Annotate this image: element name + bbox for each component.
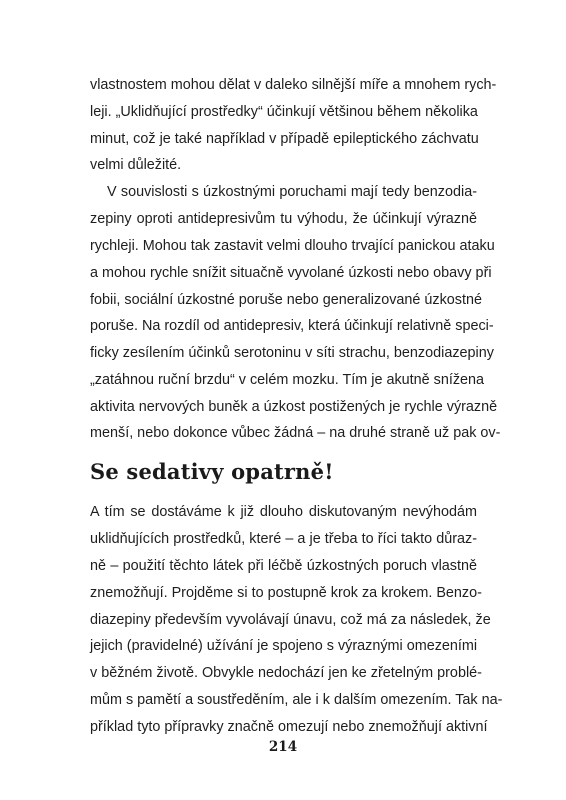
text-line: aktivita nervových buněk a úzkost postižených je rychle výrazně <box>90 399 498 415</box>
page-number: 214 <box>268 739 298 755</box>
text-line: A tím se dostáváme k již dlouho diskutovaným nevýhodám <box>90 504 477 520</box>
text-line: velmi důležité. <box>90 157 182 173</box>
text-line: poruše. Na rozdíl od antidepresiv, která účinkují relativně speci- <box>90 318 494 334</box>
text-line: příklad tyto přípravky značně omezují nebo znemožňují aktivní <box>90 719 488 735</box>
text-line: v běžném životě. Obvykle nedochází jen ke zřetelným problé- <box>90 665 482 681</box>
text-line: diazepiny především vyvolávají únavu, což má za následek, že <box>90 612 491 628</box>
text-line: fobii, sociální úzkostné poruše nebo generalizované úzkostné <box>90 292 482 308</box>
text-line: zepiny oproti antidepresivům tu výhodu, že účinkují výrazně <box>90 211 477 227</box>
text-line: a mohou rychle snížit situačně vyvolané úzkosti nebo obavy při <box>90 265 492 281</box>
text-line: ně – použití těchto látek při léčbě úzkostných poruch vlastně <box>90 558 477 574</box>
text-line: V souvislosti s úzkostnými poruchami mají tedy benzodia- <box>107 184 477 200</box>
text-line: menší, nebo dokonce vůbec žádná – na druhé straně už pak ov- <box>90 425 501 441</box>
text-line: znemožňují. Projděme si to postupně krok za krokem. Benzo- <box>90 585 482 601</box>
text-line: ficky zesílením účinků serotoninu v síti strachu, benzodiazepiny <box>90 345 494 361</box>
text-line: leji. „Uklidňující prostředky“ účinkují většinou během několika <box>90 104 478 120</box>
text-line: jejich (pravidelné) užívání je spojeno s výraznými omezeními <box>90 638 478 654</box>
text-line: uklidňujících prostředků, které – a je třeba to říci takto důraz- <box>90 531 477 547</box>
text-line: minut, což je také například v případě epileptického záchvatu <box>90 131 479 147</box>
text-line: „zatáhnou ruční brzdu“ v celém mozku. Tím je akutně snížena <box>90 372 485 388</box>
text-line: rychleji. Mohou tak zastavit velmi dlouho trvající panickou ataku <box>90 238 495 254</box>
section-heading: Se sedativy opatrně! <box>90 459 334 484</box>
text-line: vlastnostem mohou dělat v daleko silnější míře a mnohem rych- <box>90 77 497 93</box>
text-line: mům s pamětí a soustředěním, ale i k dalším omezením. Tak na- <box>90 692 503 708</box>
